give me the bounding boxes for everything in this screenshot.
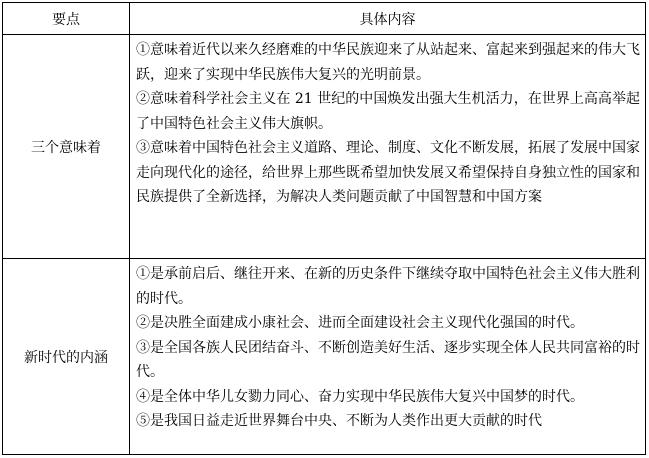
row-key: 三个意味着 <box>3 35 130 259</box>
content-item: ①是承前启后、继往开来、在新的历史条件下继续夺取中国特色社会主义伟大胜利的时代。 <box>136 266 640 307</box>
header-content: 具体内容 <box>130 3 646 35</box>
content-item: ⑤是我国日益走近世界舞台中央、不断为人类作出更大贡献的时代 <box>136 413 542 429</box>
content-table <box>2 2 646 455</box>
content-item: ③意味着中国特色社会主义道路、理论、制度、文化不断发展，拓展了发展中国家走向现代化的途径，给世界上那些既希望加快发展又希望保持自身独立性的国家和民族提供了全新选择，为解决人类问题贡献了中国智慧和中国方案 <box>136 140 640 205</box>
row-content <box>130 259 646 455</box>
content-item: ②意味着科学社会主义在 21 世纪的中国焕发出强大生机活力，在世界上高高举起了中国特色社会主义伟大旗帜。 <box>136 91 640 132</box>
content-item: ④是全体中华儿女勠力同心、奋力实现中华民族伟大复兴中国梦的时代。 <box>136 388 584 405</box>
row-content <box>130 35 646 259</box>
content-item: ①意味着近代以来久经磨难的中华民族迎来了从站起来、富起来到强起来的伟大飞跃，迎来了实现中华民族伟大复兴的光明前景。 <box>136 42 640 83</box>
row-key: 新时代的内涵 <box>3 259 130 455</box>
table-row <box>3 35 646 259</box>
table-row <box>3 259 646 455</box>
header-row <box>3 3 646 35</box>
content-item: ②是决胜全面建成小康社会、进而全面建设社会主义现代化强国的时代。 <box>136 315 584 331</box>
header-key: 要点 <box>3 3 130 35</box>
content-item: ③是全国各族人民团结奋斗、不断创造美好生活、逐步实现全体人民共同富裕的时代。 <box>136 339 640 380</box>
